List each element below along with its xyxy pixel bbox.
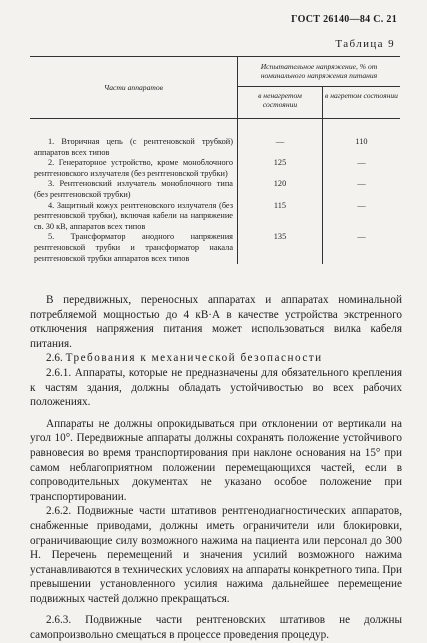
col-header-voltage: Испытательное напряжение, % от номинального напряжения питания — [238, 57, 401, 87]
page-header: ГОСТ 26140—84 С. 21 — [291, 14, 397, 25]
body-text — [30, 293, 402, 643]
table-row — [30, 232, 400, 264]
table-row — [30, 119, 400, 159]
table-title: Таблица 9 — [335, 38, 395, 50]
row-text: 3. Рентгеновский излучатель моноблочного типа (без рентгеновской трубки) — [30, 179, 238, 200]
row-hot-value: — — [357, 200, 366, 210]
row-text: 1. Вторичная цепь (с рентгеновской трубкой) аппаратов всех типов — [30, 119, 238, 159]
row-text: 5. Трансформатор анодного напряжения рентгеновской трубки и трансформатор накала рентгеновской трубки аппаратов всех типов — [30, 232, 238, 264]
table-row — [30, 201, 400, 233]
row-text: 2. Генераторное устройство, кроме моноблочного рентгеновского излучателя (без рентгеновской трубки) — [30, 158, 238, 179]
voltage-table — [30, 56, 400, 264]
row-hot-value: — — [357, 179, 366, 189]
row-cold-value: 115 — [238, 201, 323, 233]
paragraph: 2.6.3. Подвижные части рентгеновских штативов не должны самопроизвольно смещаться в процессе проведения процедур. — [30, 614, 402, 642]
col-header-hot: в нагретом состоянии — [323, 87, 401, 119]
row-hot-value: 110 — [355, 137, 368, 146]
paragraph: В передвижных, переносных аппаратах и аппаратах номинальной потребляемой мощностью до 4 кВ·А в качестве устройства экстренного отключения напряжения питания может использоваться вилка кабеля питания. — [30, 294, 402, 350]
table-row — [30, 158, 400, 179]
paragraph: Аппараты не должны опрокидываться при отклонении от вертикали на угол 10°. Передвижные аппараты должны сохранять положение устойчивого равновесия во время транспортирования при наклоне основания на 15° при самом неблагоприятном положении перемещающихся частей, если в сопроводительных документах не указано особое положение при транспортировании. — [30, 417, 402, 503]
row-cold-value: 120 — [238, 179, 323, 200]
col-header-parts: Части аппаратов — [30, 57, 238, 119]
paragraph: 2.6.1. Аппараты, которые не предназначены для обязательного крепления к частям здания, должны обладать устойчивостью во всех рабочих положениях. — [30, 366, 402, 409]
row-text: 4. Защитный кожух рентгеновского излучателя (без рентгеновской трубки), включая кабели на напряжение св. 30 кВ, аппаратов всех типов — [30, 201, 238, 233]
row-hot-value: — — [357, 158, 366, 168]
section-heading — [30, 351, 402, 366]
row-cold-value: 125 — [238, 158, 323, 179]
table-row — [30, 179, 400, 200]
row-cold-value: 135 — [238, 232, 323, 264]
col-header-cold: в ненагретом состоянии — [238, 87, 323, 119]
section-number: 2.6. — [46, 352, 63, 365]
section-title: Требования к механической безопасности — [65, 352, 323, 365]
paragraph: 2.6.2. Подвижные части штативов рентгенодиагностических аппаратов, снабженные приводами, должны иметь ограничители или блокировки, ограничивающие силу возможного нажима на пациента или персонал до 300 Н. Перечень перемещений и значения усилий возможного нажима устанавливаются в технических условиях на аппараты конкретного типа. При превышении установленного усилия нажима дальнейшее перемещение подвижных частей должно прекращаться. — [30, 505, 402, 605]
row-hot-value: — — [357, 232, 366, 242]
row-cold-value: — — [238, 119, 323, 159]
